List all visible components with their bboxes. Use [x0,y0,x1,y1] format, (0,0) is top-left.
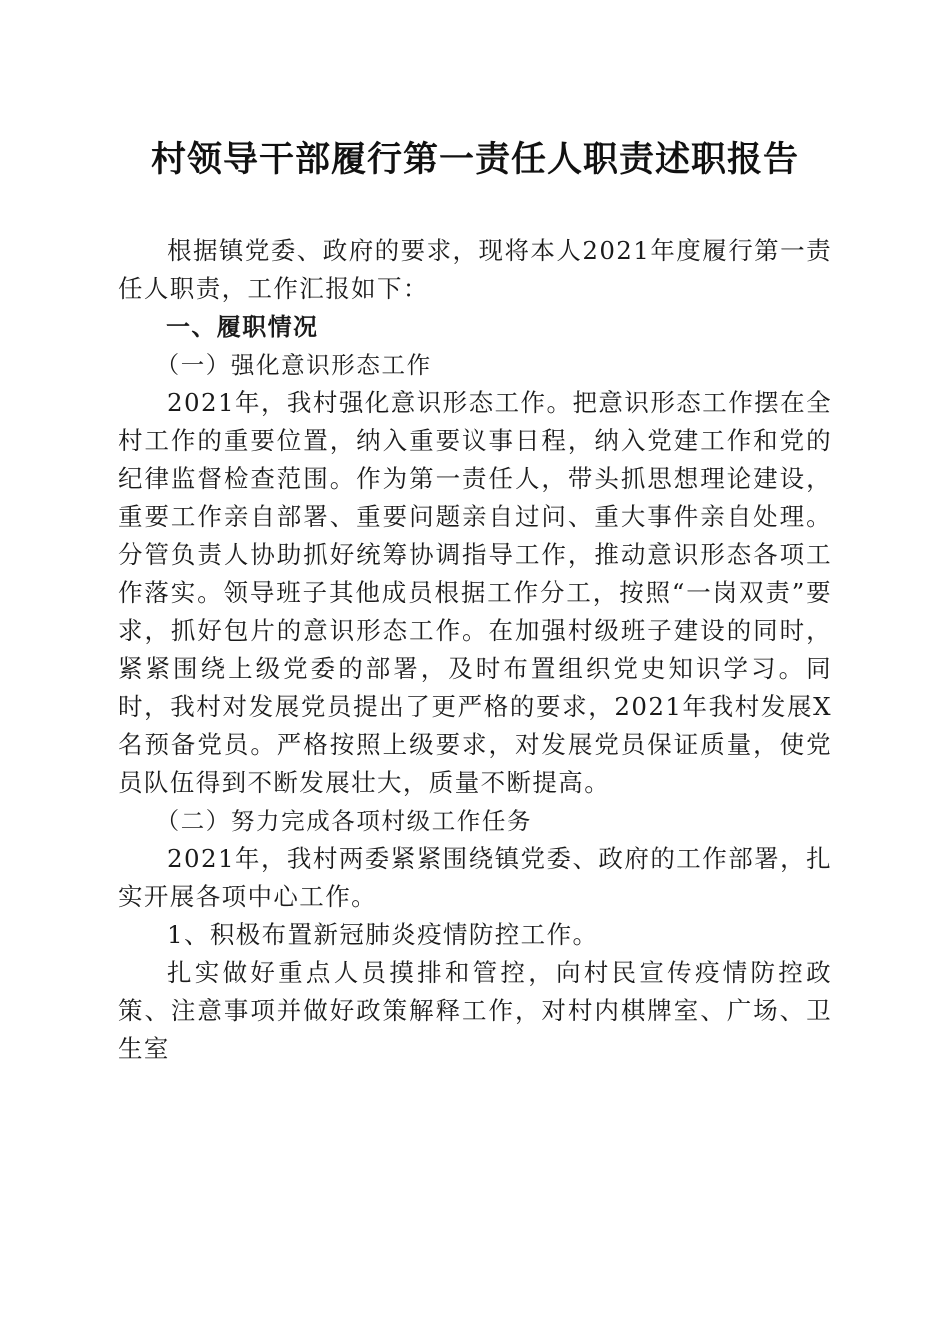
subsection-heading-2: （二）努力完成各项村级工作任务 [155,807,533,835]
document-body [118,232,832,1068]
subsection-1-paragraph: 2021年，我村强化意识形态工作。把意识形态工作摆在全村工作的重要位置，纳入重要议事日程，纳入党建工作和党的纪律监督检查范围。作为第一责任人，带头抓思想理论建设，重要工作亲自部署、重要问题亲自过问、重大事件亲自处理。分管负责人协助抓好统筹协调指导工作，推动意识形态各项工作落实。领导班子其他成员根据工作分工，按照“一岗双责”要求，抓好包片的意识形态工作。在加强村级班子建设的同时，紧紧围绕上级党委的部署，及时布置组织党史知识学习。同时，我村对发展党员提出了更严格的要求，2021年我村发展X名预备党员。严格按照上级要求，对发展党员保证质量，使党员队伍得到不断发展壮大，质量不断提高。 [118,388,832,797]
item-1-paragraph: 扎实做好重点人员摸排和管控，向村民宣传疫情防控政策、注意事项并做好政策解释工作，对村内棋牌室、广场、卫生室 [118,958,832,1063]
subsection-2-paragraph: 2021年，我村两委紧紧围绕镇党委、政府的工作部署，扎实开展各项中心工作。 [118,844,832,911]
subsection-heading-1: （一）强化意识形态工作 [155,351,432,379]
item-heading-1: 1、积极布置新冠肺炎疫情防控工作。 [167,920,599,949]
intro-paragraph: 根据镇党委、政府的要求，现将本人2021年度履行第一责任人职责，工作汇报如下： [118,236,832,303]
section-heading-1: 一、履职情况 [166,313,319,341]
document-title: 村领导干部履行第一责任人职责述职报告 [150,139,799,180]
